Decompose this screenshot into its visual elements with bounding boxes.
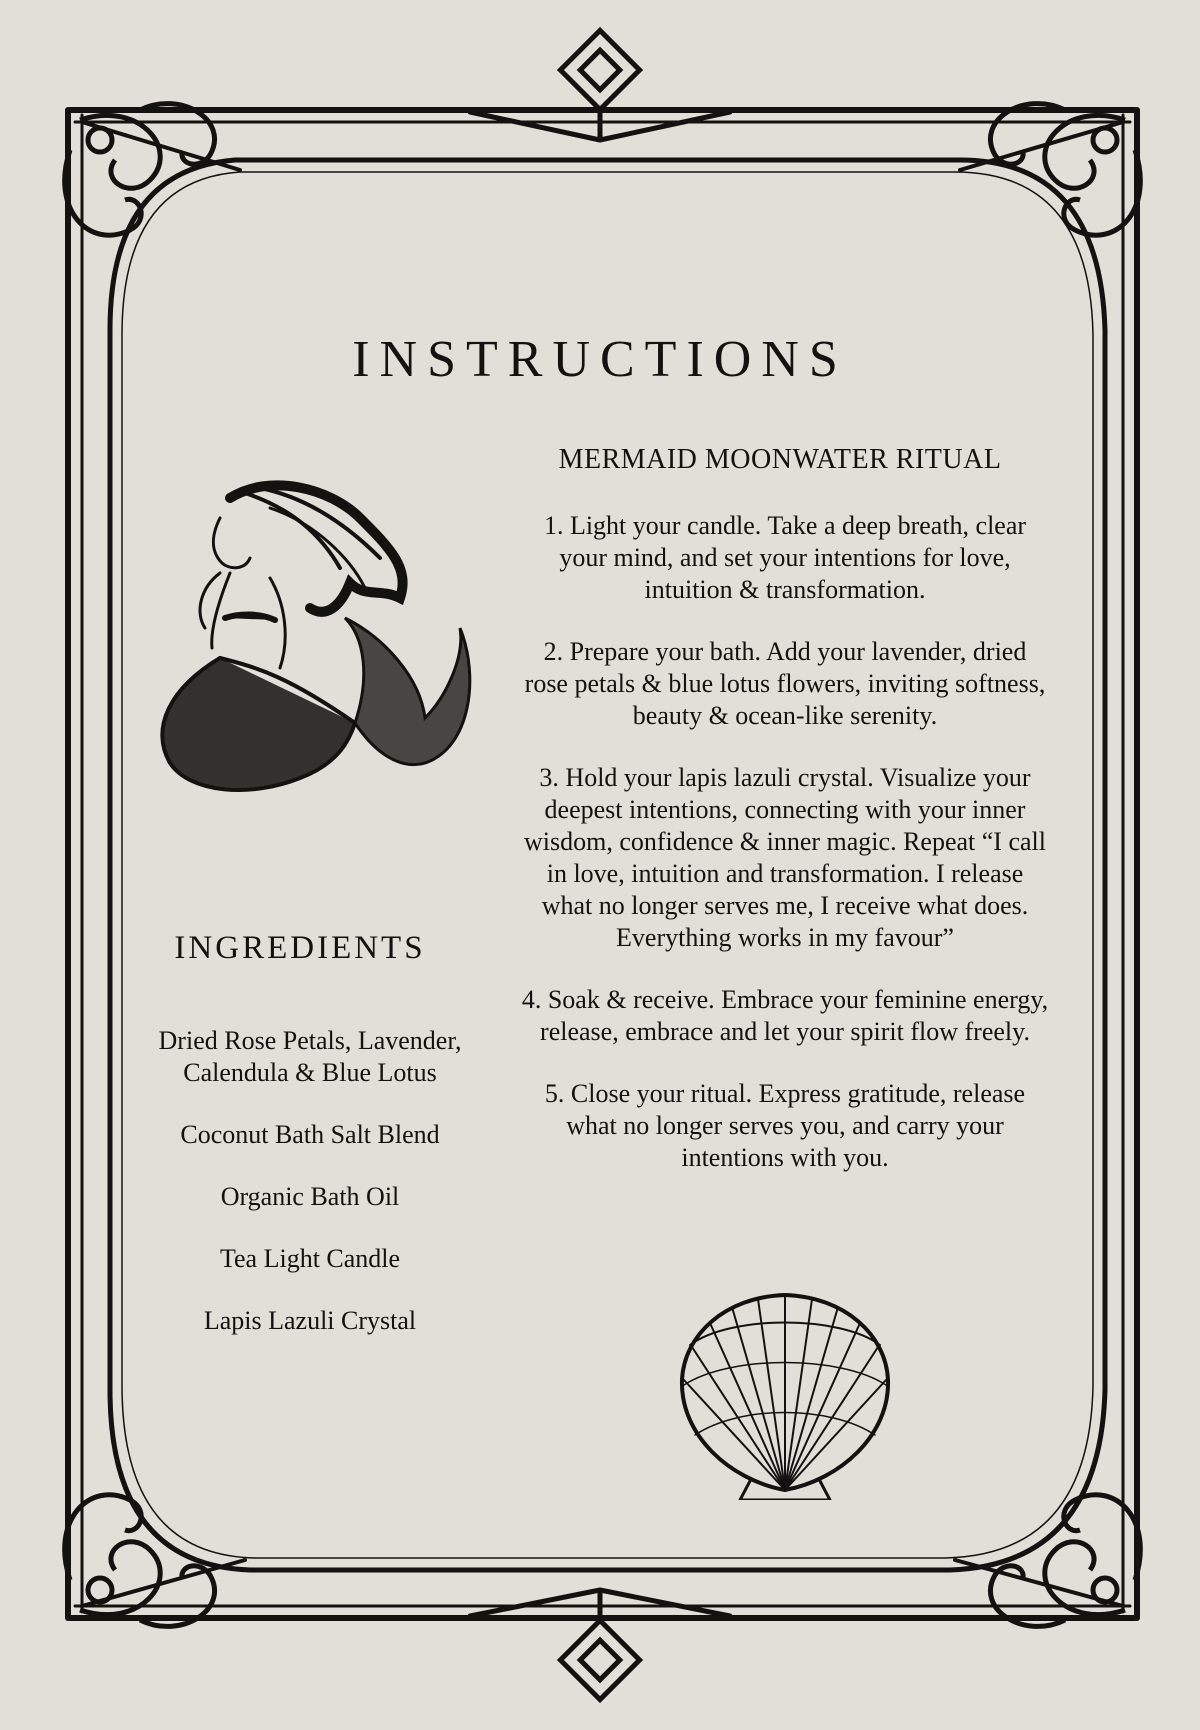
scallop-shell-illustration (670, 1285, 900, 1500)
ritual-steps-list (520, 510, 1050, 1204)
ingredient-item: Coconut Bath Salt Blend (180, 1120, 440, 1149)
ingredients-list (130, 1025, 490, 1367)
ingredient-item: Dried Rose Petals, Lavender, Calendula & Blue Lotus (158, 1026, 462, 1087)
ingredient-item: Lapis Lazuli Crystal (203, 1306, 417, 1335)
mermaid-illustration (150, 478, 480, 848)
ingredients-heading: INGREDIENTS (174, 930, 426, 966)
page-title: INSTRUCTIONS (352, 331, 848, 388)
ritual-step: 1. Light your candle. Take a deep breath, clear your mind, and set your intentions for love, intuition & transformation. (543, 511, 1027, 604)
ritual-step: 4. Soak & receive. Embrace your feminine energy, release, embrace and let your spirit flow freely. (521, 985, 1049, 1046)
ingredient-item: Organic Bath Oil (220, 1182, 400, 1211)
ritual-heading: MERMAID MOONWATER RITUAL (558, 444, 1002, 475)
ritual-step: 2. Prepare your bath. Add your lavender, dried rose petals & blue lotus flowers, inviting softness, beauty & ocean-like serenity. (524, 637, 1046, 730)
ritual-step: 5. Close your ritual. Express gratitude, release what no longer serves you, and carry your intentions with you. (544, 1079, 1026, 1172)
ritual-step: 3. Hold your lapis lazuli crystal. Visualize your deepest intentions, connecting with your inner wisdom, confidence & inner magic. Repeat “I call in love, intuition and transformation. I release what no longer serves me, I receive what does. Everything works in my favour” (524, 763, 1046, 952)
ingredient-item: Tea Light Candle (219, 1244, 401, 1273)
